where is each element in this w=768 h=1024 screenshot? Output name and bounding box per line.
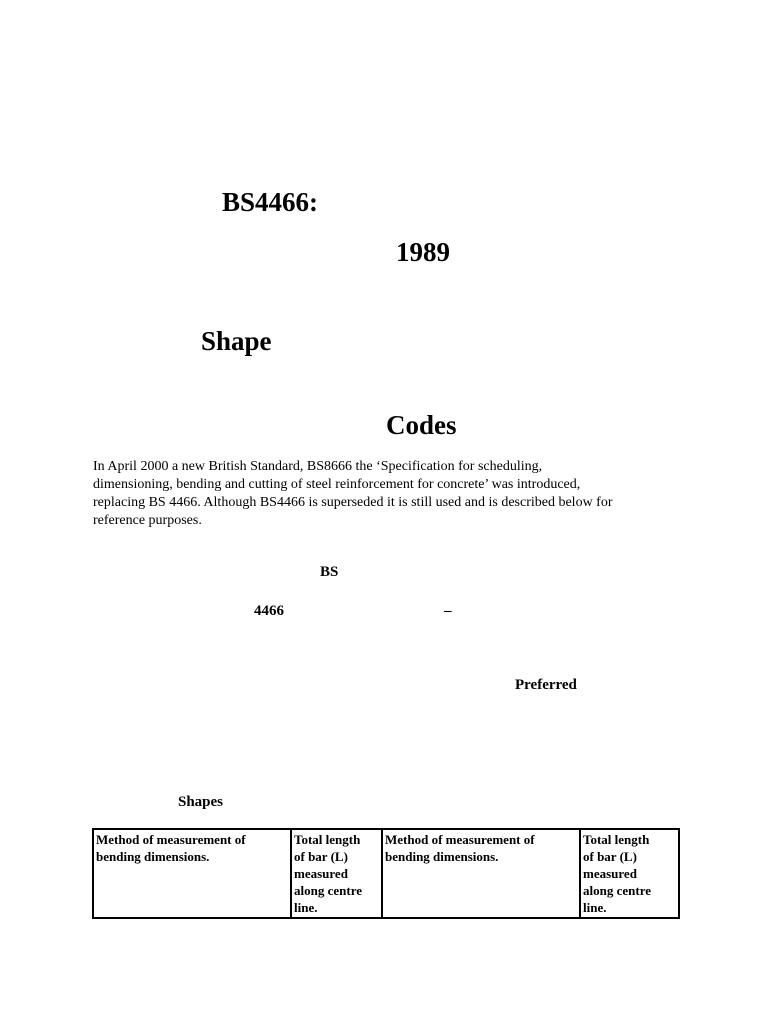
title-shape: Shape	[201, 326, 272, 356]
intro-line: In April 2000 a new British Standard, BS8666 the ‘Specification for scheduling,	[93, 459, 543, 474]
subheading-shapes: Shapes	[178, 794, 224, 810]
subheading-preferred: Preferred	[515, 677, 577, 693]
title-codes: Codes	[386, 410, 457, 440]
title-bs4466: BS4466:	[222, 187, 319, 217]
intro-line: reference purposes.	[93, 513, 202, 528]
table-header-row	[93, 829, 679, 918]
subheading-4466: 4466	[254, 603, 284, 619]
intro-paragraph	[93, 458, 693, 530]
table-header-length-2: Total length of bar (L) measured along centre line.	[580, 829, 679, 918]
table-header-method-2: Method of measurement of bending dimensions.	[382, 829, 580, 918]
subheading-dash: –	[444, 603, 452, 619]
title-year: 1989	[396, 237, 450, 267]
intro-line: dimensioning, bending and cutting of steel reinforcement for concrete’ was introduced,	[93, 477, 581, 492]
table-header-length-1: Total length of bar (L) measured along centre line.	[291, 829, 382, 918]
intro-line: replacing BS 4466. Although BS4466 is superseded it is still used and is described below for	[93, 495, 613, 510]
subheading-bs: BS	[320, 564, 339, 580]
table-header-method-1: Method of measurement of bending dimensions.	[93, 829, 291, 918]
shape-codes-table	[92, 828, 680, 919]
